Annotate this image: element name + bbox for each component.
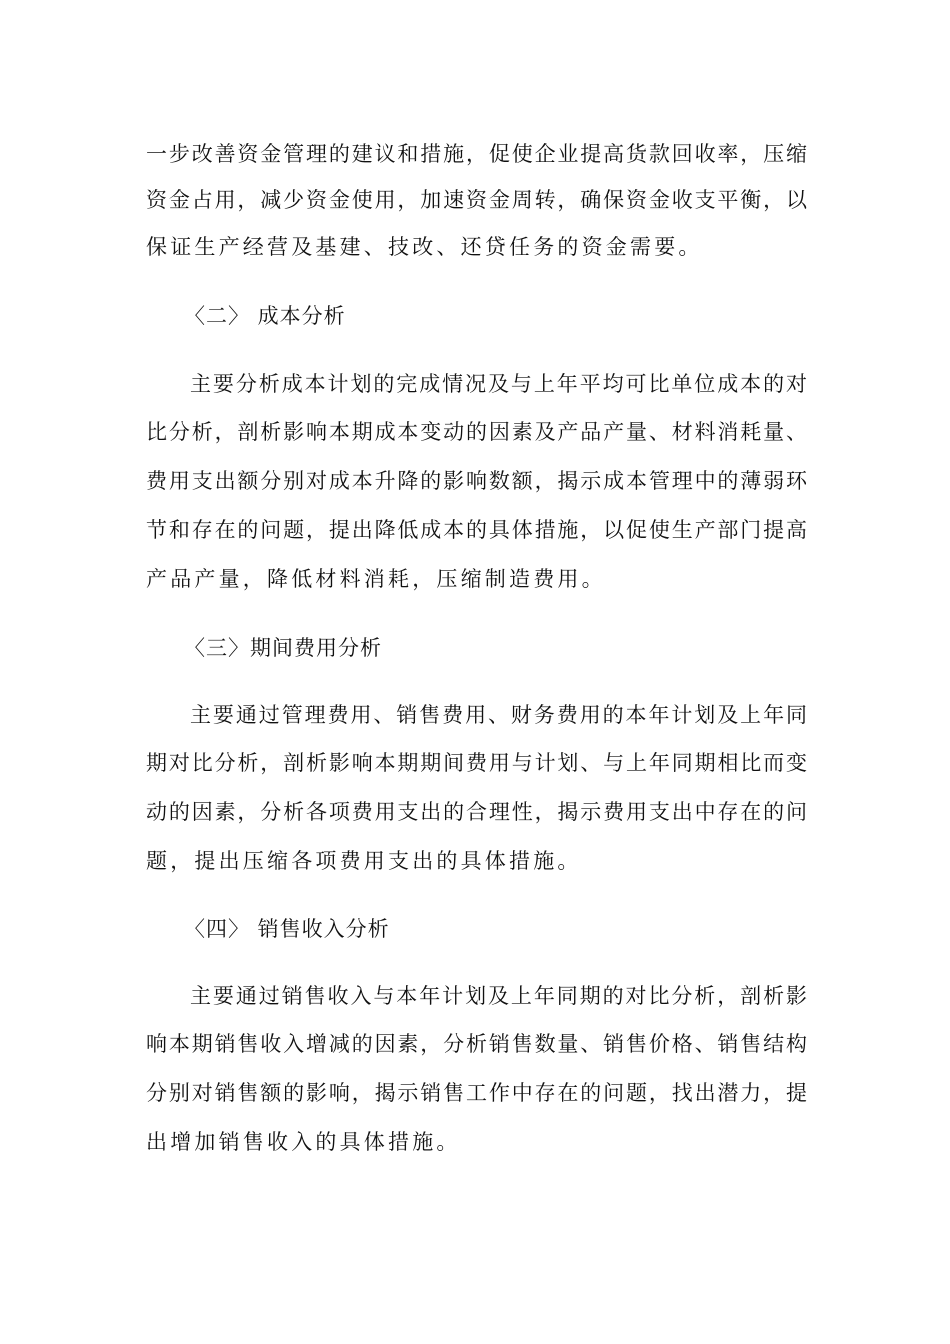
paragraph-line: 节和存在的问题，提出降低成本的具体措施，以促使生产部门提高 xyxy=(146,518,808,542)
section-heading-sales-revenue-analysis: 〈四〉 销售收入分析 xyxy=(184,917,390,941)
paragraph-line: 比分析，剖析影响本期成本变动的因素及产品产量、材料消耗量、 xyxy=(146,420,808,444)
paragraph-line: 主要通过管理费用、销售费用、财务费用的本年计划及上年同 xyxy=(190,703,808,727)
paragraph-line: 动的因素，分析各项费用支出的合理性，揭示费用支出中存在的问 xyxy=(146,800,808,824)
paragraph-line: 主要分析成本计划的完成情况及与上年平均可比单位成本的对 xyxy=(190,372,808,396)
paragraph-line: 费用支出额分别对成本升降的影响数额，揭示成本管理中的薄弱环 xyxy=(146,469,808,493)
paragraph-line: 分别对销售额的影响，揭示销售工作中存在的问题，找出潜力，提 xyxy=(146,1081,808,1105)
paragraph-line: 出增加销售收入的具体措施。 xyxy=(146,1130,461,1154)
paragraph-line: 主要通过销售收入与本年计划及上年同期的对比分析，剖析影 xyxy=(190,984,808,1008)
paragraph-line: 一步改善资金管理的建议和措施，促使企业提高货款回收率，压缩 xyxy=(146,142,808,166)
paragraph-line: 题，提出压缩各项费用支出的具体措施。 xyxy=(146,849,582,873)
section-heading-cost-analysis: 〈二〉 成本分析 xyxy=(184,304,346,328)
section-heading-period-expense-analysis: 〈三〉期间费用分析 xyxy=(184,636,382,660)
paragraph-line: 响本期销售收入增减的因素，分析销售数量、销售价格、销售结构 xyxy=(146,1032,808,1056)
paragraph-line: 资金占用，减少资金使用，加速资金周转，确保资金收支平衡，以 xyxy=(146,188,808,212)
paragraph-line: 产品产量，降低材料消耗，压缩制造费用。 xyxy=(146,567,606,591)
paragraph-line: 保证生产经营及基建、技改、还贷任务的资金需要。 xyxy=(146,235,703,259)
paragraph-line: 期对比分析，剖析影响本期期间费用与计划、与上年同期相比而变 xyxy=(146,751,808,775)
